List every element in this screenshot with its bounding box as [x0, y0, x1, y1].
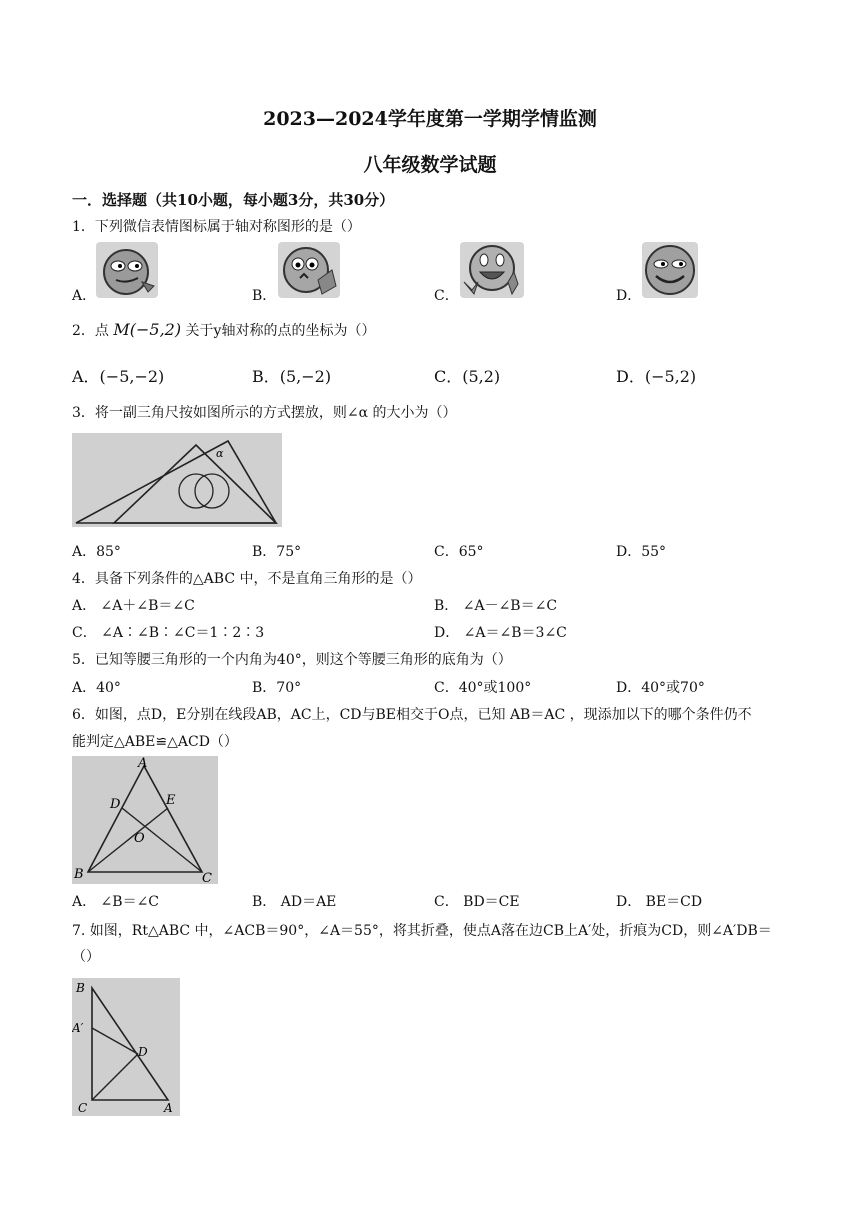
question-5-stem: 5．已知等腰三角形的一个内角为40°，则这个等腰三角形的底角为（） [72, 652, 512, 668]
q6-option-a: A． ∠B＝∠C [72, 894, 160, 910]
q1-option-d: D． [616, 288, 642, 304]
q2-option-c: C．(5,2) [434, 367, 501, 386]
q3-option-b: B．75° [252, 544, 302, 560]
q1-option-b: B． [252, 288, 277, 304]
q4-option-d: D． ∠A＝∠B＝3∠C [434, 625, 567, 641]
q7-label-c: C [78, 1101, 88, 1115]
q6-label-e: E [166, 793, 176, 808]
question-6-stem-line2: 能判定△ABE≌△ACD（） [72, 734, 238, 750]
q2-point: M(−5,2) [113, 320, 182, 339]
smiling-face-icon [642, 242, 698, 298]
question-3-stem: 3．将一副三角尺按如图所示的方式摆放，则∠α 的大小为（） [72, 405, 457, 421]
q2-option-d: D．(−5,2) [616, 367, 697, 386]
q2-option-a: A．(−5,−2) [72, 367, 165, 386]
q7-label-a-prime: A′ [72, 1021, 84, 1035]
q5-option-c: C．40°或100° [434, 680, 532, 696]
q6-option-b: B． AD＝AE [252, 894, 337, 910]
q3-alpha-label: α [216, 447, 224, 460]
q6-label-b: B [74, 867, 84, 882]
q2-stem-suffix: 关于y轴对称的点的坐标为（） [185, 323, 376, 339]
question-7-stem-line1: 7. 如图，Rt△ABC 中，∠ACB＝90°，∠A＝55°，将其折叠，使点A落在边CB上A′处，折痕为CD，则∠A′DB＝ [72, 923, 772, 939]
q5-option-a: A．40° [72, 680, 121, 696]
q6-label-a: A [138, 756, 148, 771]
q5-option-d: D．40°或70° [616, 680, 705, 696]
hand-on-face-icon [278, 242, 340, 298]
q7-label-a: A [164, 1101, 173, 1115]
question-7-stem-line2: （） [72, 949, 100, 965]
q7-label-b: B [76, 981, 85, 995]
q4-option-a: A． ∠A＋∠B＝∠C [72, 598, 195, 614]
question-1-stem: 1．下列微信表情图标属于轴对称图形的是（） [72, 219, 361, 235]
section-heading: 一．选择题（共10小题，每小题3分，共30分） [72, 191, 395, 209]
q3-option-c: C．65° [434, 544, 484, 560]
question-4-stem: 4．具备下列条件的△ABC 中，不是直角三角形的是（） [72, 571, 422, 587]
q3-option-a: A．85° [72, 544, 121, 560]
q4-option-b: B． ∠A－∠B＝∠C [434, 598, 558, 614]
peace-sign-face-icon [460, 242, 524, 298]
question-2-stem [72, 320, 375, 340]
exam-title: 2023—2024学年度第一学期学情监测 [263, 108, 597, 130]
q5-option-b: B．70° [252, 680, 302, 696]
q6-option-c: C． BD＝CE [434, 894, 520, 910]
q3-option-d: D．55° [616, 544, 667, 560]
q2-stem-prefix: 2．点 [72, 323, 109, 339]
q6-label-d: D [110, 797, 121, 812]
q6-option-d: D． BE＝CD [616, 894, 703, 910]
q6-label-c: C [202, 871, 212, 884]
q6-triangle-figure [72, 756, 218, 884]
q3-set-squares-figure [72, 433, 282, 527]
smirk-face-icon [96, 242, 158, 298]
question-6-stem-line1: 6．如图，点D，E分别在线段AB，AC上，CD与BE相交于O点，已知 AB＝AC ，现添加以下的哪个条件仍不 [72, 707, 752, 723]
q1-option-c: C． [434, 288, 459, 304]
q7-fold-figure [72, 978, 180, 1116]
q1-option-a: A． [72, 288, 97, 304]
q2-option-b: B．(5,−2) [252, 367, 332, 386]
q4-option-c: C． ∠A∶∠B∶∠C＝1∶2∶3 [72, 625, 265, 641]
q7-label-d: D [138, 1045, 148, 1059]
q6-label-o: O [134, 831, 145, 846]
exam-subtitle: 八年级数学试题 [363, 154, 497, 176]
